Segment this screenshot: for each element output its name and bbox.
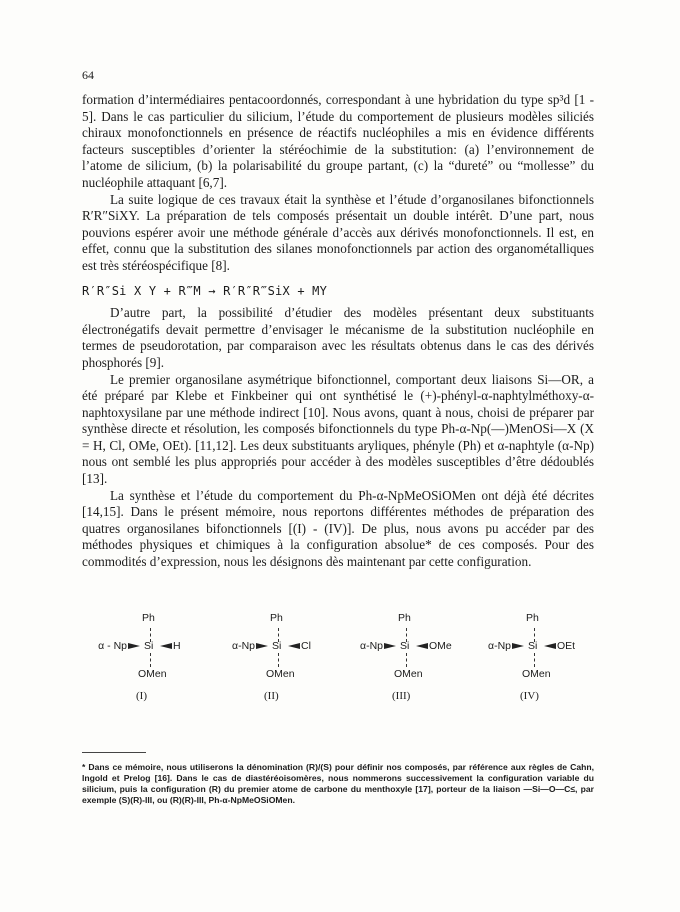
structure-I	[82, 610, 210, 720]
wedge-bond	[416, 643, 428, 649]
paragraph-4: Le premier organosilane asymétrique bifonctionnel, comportant deux liaisons Si—OR, a été préparé par Klebe et Finkbeiner qui ont synthétisé le (+)-phényl-α-naphtylméthoxy-α-naphtoxysilane par une méthode indirect [10]. Nous avons, quant à nous, choisi de préparer par synthèse directe et résolution, les composés bifonctionnels du type Ph-α-Np(—)MenOSi—X (X = H, Cl, OMe, OEt). [11,12]. Les deux substituants aryliques, phényle (Ph) et α-naphtyle (α-Np) nous ont semblé les plus appropriés pour accéder à des modèles susceptibles d’être dédoublés [13].	[82, 371, 594, 487]
bond-line	[406, 653, 407, 667]
structure-IV	[466, 610, 594, 720]
reaction-equation: R′R″Si X Y + R‴M → R′R″R‴SiX + MY	[82, 283, 328, 298]
structure-top-substituent: Ph	[142, 612, 155, 624]
wedge-bond	[544, 643, 556, 649]
structure-top-substituent: Ph	[270, 612, 283, 624]
structure-center-atom: Si	[144, 640, 154, 652]
structure-center-atom: Si	[400, 640, 410, 652]
structure-top-substituent: Ph	[526, 612, 539, 624]
page-number: 64	[82, 68, 94, 82]
structure-center-atom: Si	[272, 640, 282, 652]
structure-right-substituent: OMe	[429, 640, 452, 652]
structure-bottom-substituent: OMen	[138, 668, 167, 680]
paragraph-3: D’autre part, la possibilité d’étudier des modèles présentant deux substituants électronégatifs devait permettre d’envisager le mécanisme de la substitution nucléophile en termes de pseudorotation, par comparaison avec les résultats obtenus dans le cas des dérivés phosphorés [9].	[82, 305, 594, 370]
structure-right-substituent: OEt	[557, 640, 576, 652]
structure-III	[338, 610, 466, 720]
structure-left-substituent: α - Np	[98, 640, 127, 652]
footnote: * Dans ce mémoire, nous utiliserons la dénomination (R)/(S) pour définir nos composés, par référence aux règles de Cahn, Ingold et Prelog [16]. Dans le cas de diastéréoisomères, nous nommerons successivement la configuration variable du silicium, puis la configuration (R) du premier atome de carbone du menthoxyle [17], porteur de la liaison —Si—O—C≤, par exemple (S)(R)-III, ou (R)(R)-III, Ph-α-NpMeOSiOMen.	[82, 762, 594, 805]
bond-line	[150, 653, 151, 667]
wedge-bond	[160, 643, 172, 649]
structure-right-substituent: H	[173, 640, 181, 652]
wedge-bond	[256, 643, 268, 649]
paragraph-2: La suite logique de ces travaux était la synthèse et l’étude d’organosilanes bifonctionnels R′R″SiXY. La préparation de tels composés présentait un double intérêt. D’une part, nous pouvions espérer avoir une méthode générale d’accès aux dérivés monofonctionnels. Il est, en effet, connu que la substitution des silanes monofonctionnels par action des organométalliques est très stéréospécifique [8].	[82, 191, 594, 273]
paragraph-5: La synthèse et l’étude du comportement du Ph-α-NpMeOSiOMen ont déjà été décrites [14,15]. Dans le présent mémoire, nous reportons différentes méthodes de préparation des quatres organosilanes bifonctionnels [(I) - (IV)]. De plus, nous avons pu accéder par des méthodes physiques et chimiques à la configuration absolue* de ces composés. Pour des commodités d’expression, nous les désignons dès maintenant par cette configuration.	[82, 487, 594, 570]
structure-top-substituent: Ph	[398, 612, 411, 624]
bond-line	[278, 653, 279, 667]
chemical-structures	[82, 610, 594, 720]
wedge-bond	[384, 643, 396, 649]
footnote-divider	[82, 752, 146, 753]
structure-label: (III)	[392, 690, 411, 702]
wedge-bond	[512, 643, 524, 649]
structure-left-substituent: α-Np	[232, 640, 255, 652]
wedge-bond	[128, 643, 140, 649]
wedge-bond	[288, 643, 300, 649]
structure-left-substituent: α-Np	[360, 640, 383, 652]
structure-right-substituent: Cl	[301, 640, 311, 652]
structure-label: (IV)	[520, 690, 539, 702]
structure-II	[210, 610, 338, 720]
structure-center-atom: Si	[528, 640, 538, 652]
structure-label: (II)	[264, 690, 279, 702]
structure-bottom-substituent: OMen	[394, 668, 423, 680]
main-text	[82, 92, 594, 571]
structure-bottom-substituent: OMen	[522, 668, 551, 680]
structure-left-substituent: α-Np	[488, 640, 511, 652]
paragraph-1: formation d’intermédiaires pentacoordonnés, correspondant à une hybridation du type sp³d [1 - 5]. Dans le cas particulier du silicium, l’étude du comportement de plusieurs modèles siliciés chiraux monofonctionnels en présence de réactifs nucléophiles a mis en évidence différents facteurs susceptibles d’orienter la stéréochimie de la substitution: (a) l’environnement de l’atome de silicium, (b) la polarisabilité du groupe partant, (c) la “dureté” ou “mollesse” du nucléophile attaquant [6,7].	[82, 92, 594, 190]
structure-bottom-substituent: OMen	[266, 668, 295, 680]
structure-label: (I)	[136, 690, 147, 702]
bond-line	[534, 653, 535, 667]
